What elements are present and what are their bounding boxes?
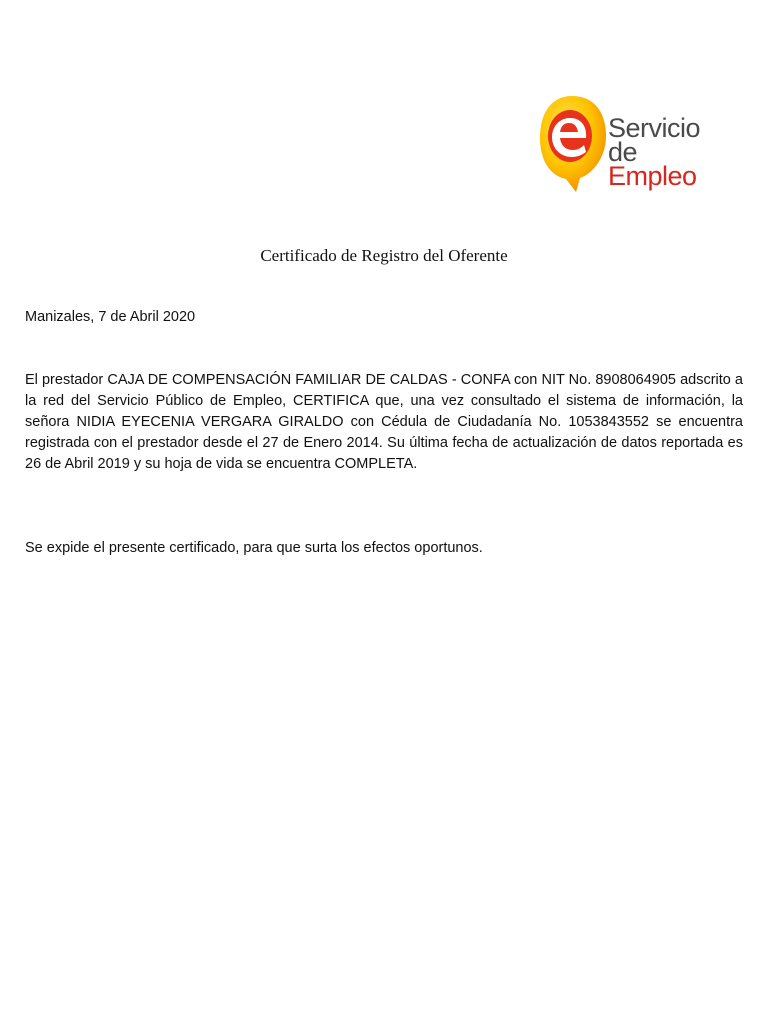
- logo-e-icon: [536, 92, 608, 200]
- logo-empleo-text: Empleo: [608, 161, 697, 191]
- date-line: Manizales, 7 de Abril 2020: [25, 309, 196, 325]
- logo-de-empleo-text: [608, 137, 726, 191]
- document-title: Certificado de Registro del Oferente: [260, 246, 508, 265]
- logo-wordmark: [608, 113, 726, 191]
- servicio-de-empleo-logo: [536, 92, 726, 200]
- certificate-body: El prestador CAJA DE COMPENSACIÓN FAMILIAR DE CALDAS - CONFA con NIT No. 8908064905 adscrito a la red del Servicio Público de Empleo, CERTIFICA que, una vez consultado el sistema de información, la señora NIDIA EYECENIA VERGARA GIRALDO con Cédula de Ciudadanía No. 1053843552 se encuentra registrada con el prestador desde el 27 de Enero 2014. Su última fecha de actualización de datos reportada es 26 de Abril 2019 y su hoja de vida se encuentra COMPLETA.: [25, 372, 743, 472]
- logo-servicio-text: Servicio: [608, 113, 701, 143]
- logo-de-text: de: [608, 137, 638, 167]
- closing-statement: Se expide el presente certificado, para que surta los efectos oportunos.: [25, 540, 483, 556]
